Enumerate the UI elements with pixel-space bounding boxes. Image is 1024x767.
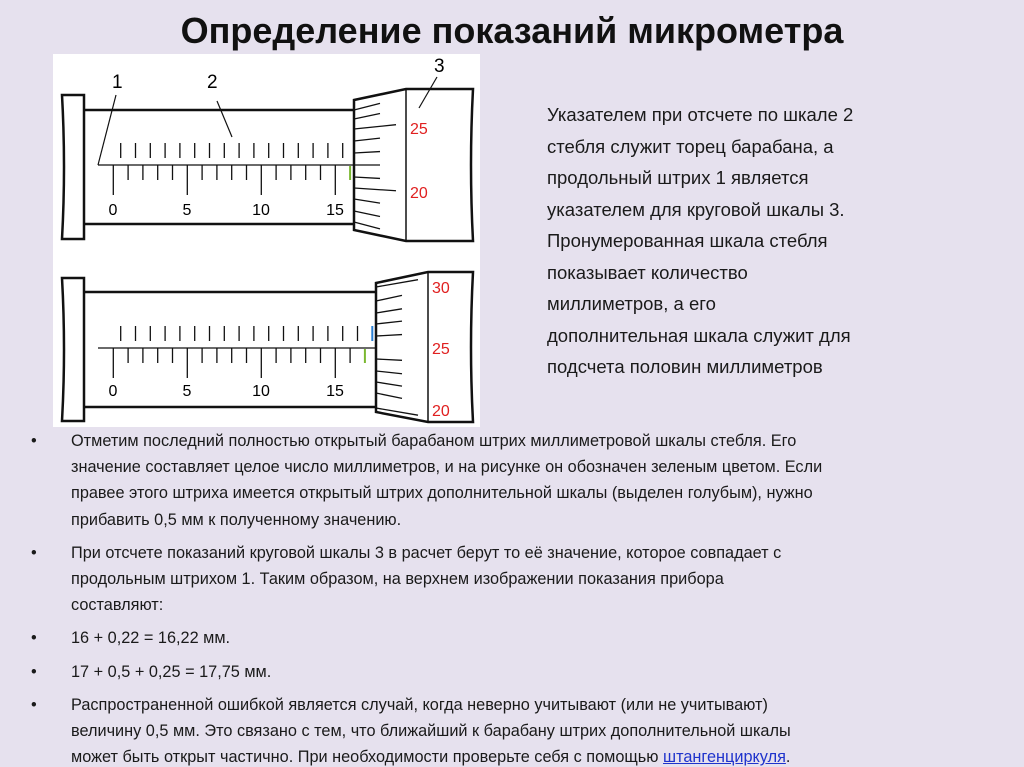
anvil-frame (62, 95, 84, 239)
callout-3: 3 (434, 56, 445, 77)
bullet-text: может быть открыт частично. При необходимости проверьте себя с помощью (71, 748, 664, 767)
bullet-text: . (785, 748, 791, 767)
callout-2: 2 (207, 72, 218, 93)
bottom-scale-label-10: 10 (252, 383, 270, 400)
top-scale-label-10: 10 (252, 202, 270, 219)
description-line: миллиметров, а его (547, 293, 716, 314)
bullet-line: продольным штрихом 1. Таким образом, на верхнем изображении показания прибора (71, 570, 724, 589)
bullet-line: 16 + 0,22 = 16,22 мм. (71, 629, 231, 648)
slide-title: Определение показаний микрометра (180, 10, 844, 51)
bullet-line: прибавить 0,5 мм к полученному значению. (71, 510, 402, 529)
description-line: продольный штрих 1 является (547, 167, 809, 188)
description-text (547, 99, 853, 383)
description-line: подсчета половин миллиметров (547, 356, 823, 377)
anvil-frame (62, 278, 84, 421)
description-line: показывает количество (547, 261, 748, 283)
bottom-thimble-label-25: 25 (432, 341, 450, 358)
top-thimble-label-20: 20 (410, 185, 428, 202)
micrometer-diagram (53, 54, 480, 427)
description-line: указателем для круговой шкалы 3. (547, 198, 845, 220)
bullet-item (0, 659, 1024, 685)
bullet-line: Отметим последний полностью открытый барабаном штрих миллиметровой шкалы стебля. Его (71, 432, 797, 450)
bullet-icon: • (31, 662, 37, 681)
bullet-line: При отсчете показаний круговой шкалы 3 в расчет берут то её значение, которое совпадает с (71, 543, 782, 562)
top-scale-label-0: 0 (108, 202, 118, 219)
bullet-line (71, 744, 1024, 767)
thimble (376, 272, 473, 422)
bullet-line: правее этого штриха имеется открытый штрих дополнительной шкалы (выделен голубым), нужно (71, 484, 813, 503)
bullet-list (0, 428, 1024, 767)
micrometer-figure (53, 54, 480, 427)
bullet-line: 17 + 0,5 + 0,25 = 17,75 мм. (71, 662, 272, 681)
top-thimble-label-25: 25 (410, 121, 428, 138)
description-line: дополнительная шкала служит для (547, 324, 851, 346)
bottom-scale-label-15: 15 (326, 383, 344, 400)
description-line: Пронумерованная шкала стебля (547, 230, 828, 251)
callout-2-leader (217, 101, 232, 137)
caliper-link[interactable]: штангенциркуля (663, 748, 786, 767)
bottom-thimble-label-30: 30 (432, 280, 450, 297)
bullet-line: Распространенной ошибкой является случай, когда неверно учитывают (или не учитывают) (71, 695, 768, 714)
bullet-line: значение составляет целое число миллиметров, и на рисунке он обозначен зеленым цветом. Если (71, 458, 823, 477)
bottom-scale-label-0: 0 (108, 383, 118, 400)
description-line: стебля служит торец барабана, а (547, 135, 834, 157)
bullet-icon: • (31, 695, 37, 714)
callout-1-leader (98, 95, 116, 165)
bullet-line: составляют: (71, 596, 164, 615)
bottom-scale-label-5: 5 (182, 383, 192, 400)
bullet-icon: • (31, 543, 37, 562)
bullet-item (0, 692, 1024, 767)
top-scale-label-5: 5 (182, 202, 192, 219)
bullet-line: величину 0,5 мм. Это связано с тем, что ближайший к барабану штрих дополнительной шкалы (71, 722, 791, 741)
bullet-item (0, 428, 1024, 533)
callout-1: 1 (112, 72, 123, 93)
bullet-item (0, 625, 1024, 651)
bullet-icon: • (31, 432, 37, 450)
bullet-item (0, 540, 1024, 619)
bottom-thimble-label-20: 20 (432, 403, 450, 420)
description-line: Указателем при отсчете по шкале 2 (547, 104, 854, 125)
bullet-icon: • (31, 629, 37, 648)
top-scale-label-15: 15 (326, 202, 344, 219)
